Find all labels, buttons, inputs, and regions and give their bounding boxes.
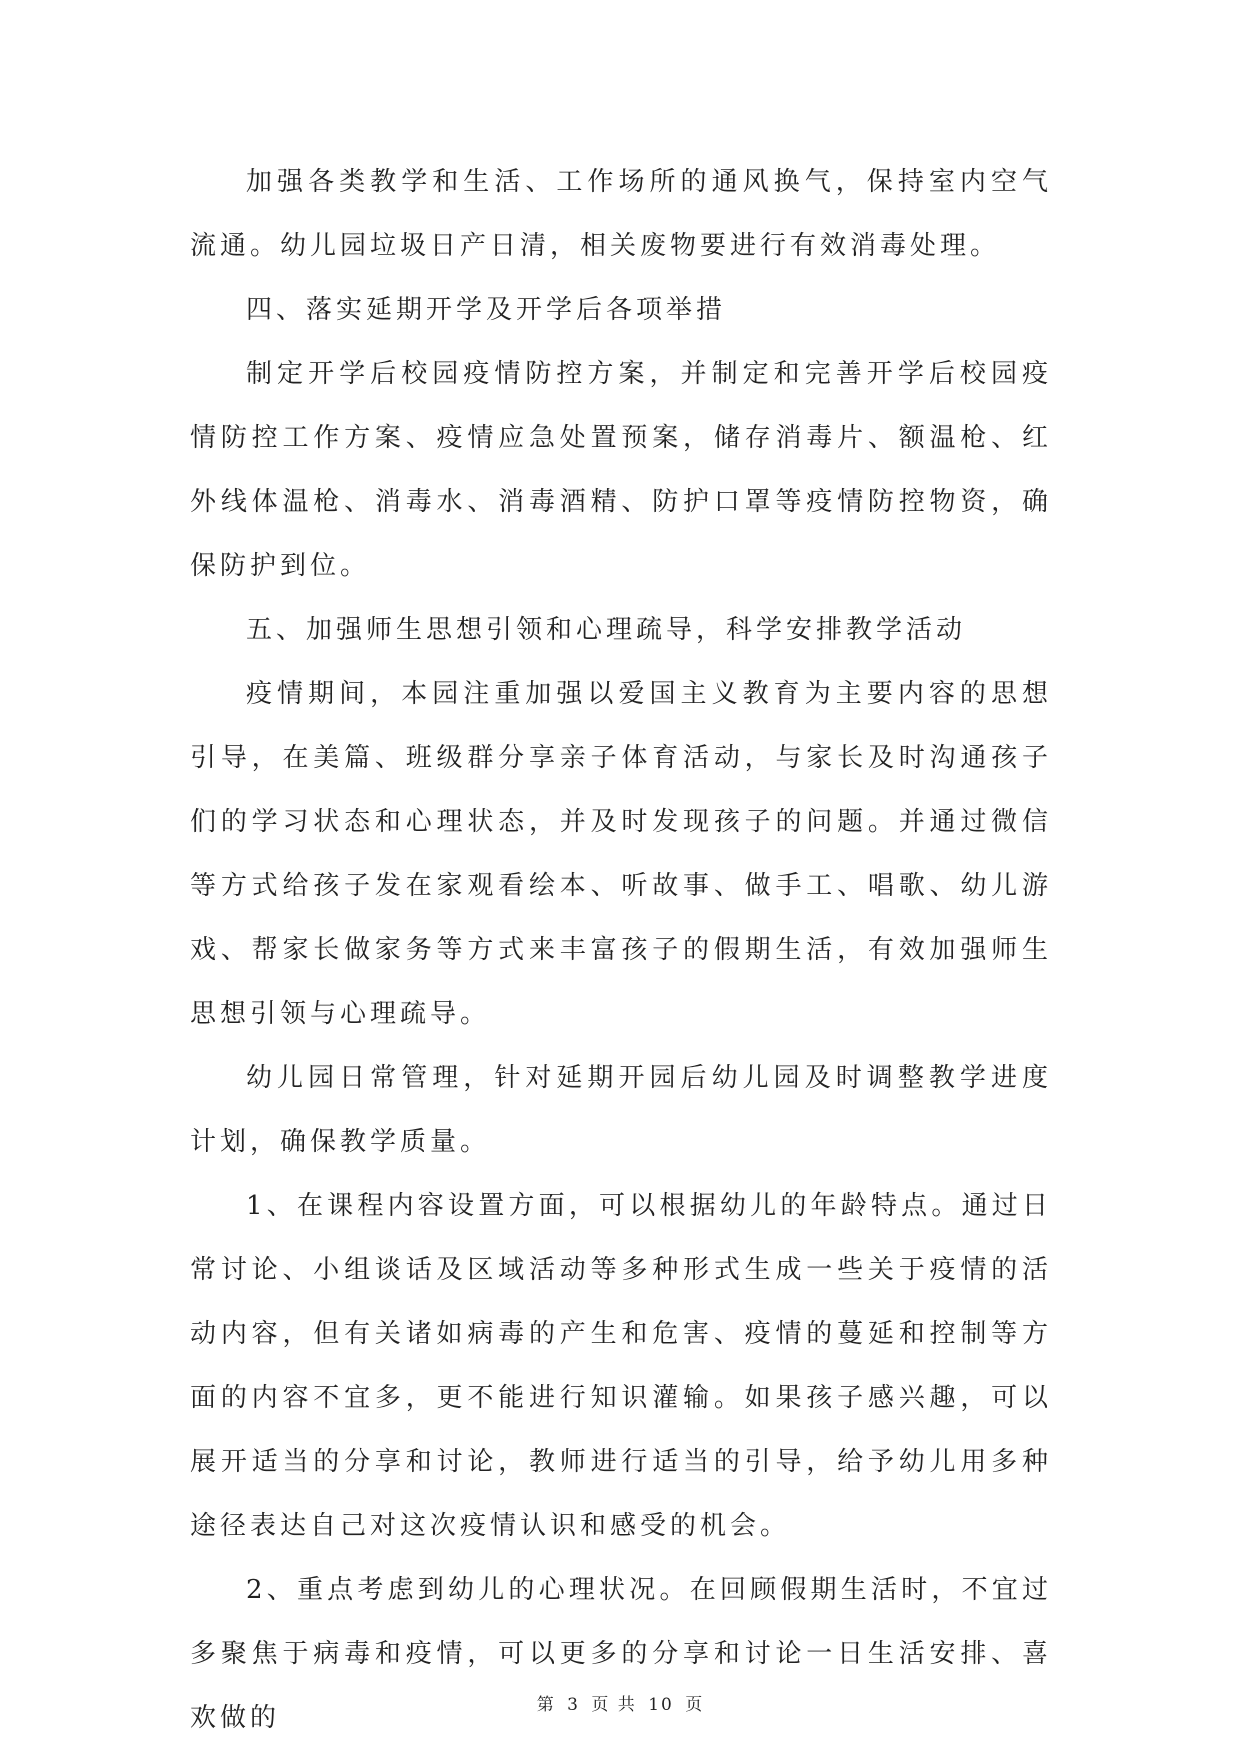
footer-total-pages: 10	[648, 1695, 674, 1715]
paragraph-item-2: 2、重点考虑到幼儿的心理状况。在回顾假期生活时，不宜过多聚焦于病毒和疫情，可以更多的分享和讨论一日生活安排、喜欢做的	[190, 1575, 1052, 1733]
page-footer	[0, 1690, 1241, 1715]
section-heading-5: 五、加强师生思想引领和心理疏导，科学安排教学活动	[246, 615, 967, 645]
footer-suffix: 页	[685, 1695, 705, 1715]
footer-middle: 页 共	[591, 1695, 637, 1715]
paragraph-daily-management: 幼儿园日常管理，针对延期开园后幼儿园及时调整教学进度计划，确保教学质量。	[190, 1063, 1052, 1157]
paragraph-prevention-plan: 制定开学后校园疫情防控方案，并制定和完善开学后校园疫情防控工作方案、疫情应急处置预案，储存消毒片、额温枪、红外线体温枪、消毒水、消毒酒精、防护口罩等疫情防控物资，确保防护到位。	[190, 359, 1052, 581]
document-body	[190, 150, 1052, 1750]
footer-prefix: 第	[536, 1695, 556, 1715]
paragraph-epidemic-period: 疫情期间，本园注重加强以爱国主义教育为主要内容的思想引导，在美篇、班级群分享亲子体育活动，与家长及时沟通孩子们的学习状态和心理状态，并及时发现孩子的问题。并通过微信等方式给孩子发在家观看绘本、听故事、做手工、唱歌、幼儿游戏、帮家长做家务等方式来丰富孩子的假期生活，有效加强师生思想引领与心理疏导。	[190, 679, 1052, 1029]
paragraph-item-1: 1、在课程内容设置方面，可以根据幼儿的年龄特点。通过日常讨论、小组谈话及区域活动等多种形式生成一些关于疫情的活动内容，但有关诸如病毒的产生和危害、疫情的蔓延和控制等方面的内容不宜多，更不能进行知识灌输。如果孩子感兴趣，可以展开适当的分享和讨论，教师进行适当的引导，给予幼儿用多种途径表达自己对这次疫情认识和感受的机会。	[190, 1191, 1052, 1541]
footer-current-page: 3	[567, 1695, 580, 1715]
paragraph-ventilation: 加强各类教学和生活、工作场所的通风换气，保持室内空气流通。幼儿园垃圾日产日清，相关废物要进行有效消毒处理。	[190, 167, 1052, 261]
section-heading-4: 四、落实延期开学及开学后各项举措	[246, 295, 727, 325]
